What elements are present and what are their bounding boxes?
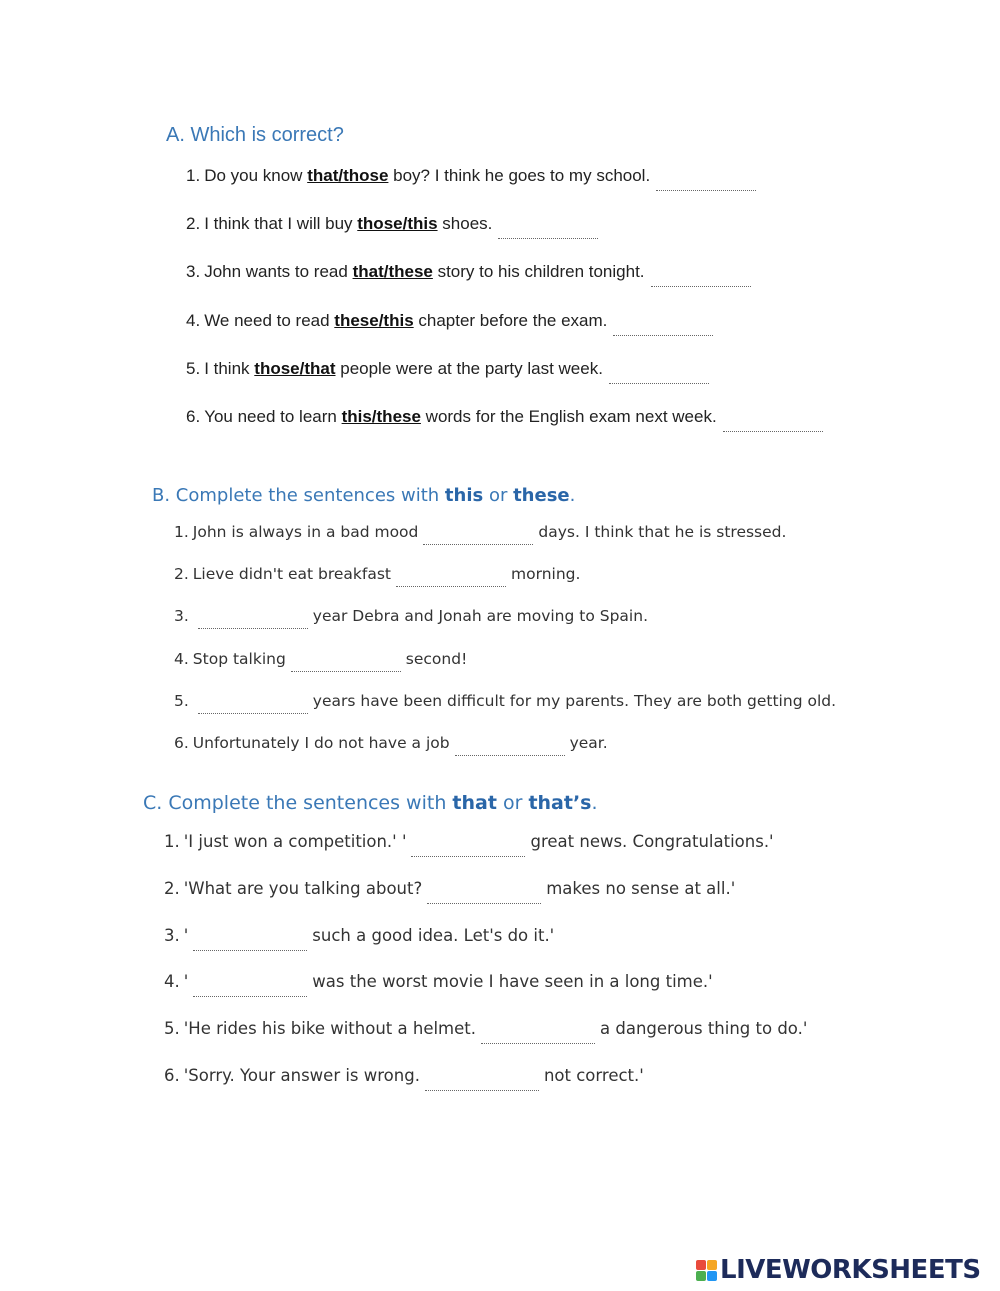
heading-keyword: that’s [528,792,592,814]
sentence-before: 'Sorry. Your answer is wrong. [183,1066,420,1085]
sentence-after: second! [405,650,468,668]
question-a5 [186,357,709,384]
sentence-after: great news. Congratulations.' [530,832,774,851]
sentence-after: chapter before the exam. [413,311,608,330]
question-c6 [164,1064,644,1091]
heading-keyword: this [444,485,484,506]
question-number: 3. [164,926,180,945]
sentence-before: 'I just won a competition.' ' [183,832,407,851]
sentence-after: story to his children tonight. [432,262,645,281]
question-b4 [174,647,467,672]
choice-options: those/this [357,214,438,233]
question-a3 [186,260,751,287]
choice-options: that/these [352,262,433,281]
heading-text: C. Complete the sentences with [143,792,453,814]
question-b1 [174,520,786,545]
question-number: 4. [174,650,189,668]
answer-blank[interactable] [481,1025,595,1044]
answer-blank[interactable] [656,172,756,191]
sentence-after: such a good idea. Let's do it.' [312,926,555,945]
question-number: 5. [164,1019,180,1038]
answer-blank[interactable] [291,653,401,672]
logo-square [707,1260,717,1270]
section-c-heading [143,792,598,814]
question-number: 2. [174,565,189,583]
sentence-after: morning. [511,565,581,583]
question-number: 6. [186,407,201,426]
choice-options: those/that [254,359,336,378]
question-number: 2. [186,214,201,233]
answer-blank[interactable] [427,885,541,904]
question-number: 4. [186,311,201,330]
sentence-before: Stop talking [192,650,286,668]
question-a1 [186,164,756,191]
choice-options: these/this [334,311,414,330]
answer-blank[interactable] [613,317,713,336]
sentence-after: year Debra and Jonah are moving to Spain. [312,607,648,625]
sentence-before: John is always in a bad mood [192,523,419,541]
question-c4 [164,970,713,997]
answer-blank[interactable] [455,737,565,756]
answer-blank[interactable] [396,568,506,587]
answer-blank[interactable] [198,610,308,629]
question-c3 [164,924,554,951]
sentence-after: not correct.' [543,1066,644,1085]
heading-text: . [591,792,598,814]
sentence-before: John wants to read [204,262,353,281]
section-b-heading [152,485,575,506]
sentence-after: people were at the party last week. [335,359,603,378]
question-number: 1. [164,832,180,851]
answer-blank[interactable] [411,838,525,857]
heading-keyword: that [452,792,497,814]
sentence-after: makes no sense at all.' [546,879,736,898]
question-number: 5. [186,359,201,378]
question-b3 [174,604,648,629]
sentence-before: Unfortunately I do not have a job [192,734,450,752]
heading-keyword: these [513,485,570,506]
question-b5 [174,689,836,714]
question-number: 4. [164,972,180,991]
logo-icon [696,1260,717,1281]
logo-square [696,1260,706,1270]
answer-blank[interactable] [423,526,533,545]
question-c5 [164,1017,807,1044]
liveworksheets-logo [696,1254,981,1286]
sentence-before: I think that I will buy [204,214,358,233]
question-number: 5. [174,692,189,710]
heading-text: . [569,485,576,506]
sentence-before: ' [183,926,189,945]
question-c2 [164,877,735,904]
sentence-after: boy? I think he goes to my school. [388,166,651,185]
answer-blank[interactable] [193,932,307,951]
sentence-after: shoes. [437,214,493,233]
sentence-before: I think [204,359,255,378]
sentence-before: Lieve didn't eat breakfast [192,565,392,583]
sentence-after: was the worst movie I have seen in a long time.' [312,972,713,991]
answer-blank[interactable] [609,365,709,384]
sentence-after: days. I think that he is stressed. [538,523,787,541]
choice-options: this/these [341,407,421,426]
question-a4 [186,309,713,336]
question-b6 [174,731,608,756]
sentence-before: 'He rides his bike without a helmet. [183,1019,476,1038]
sentence-before: You need to learn [204,407,342,426]
heading-text: or [496,792,529,814]
sentence-before: 'What are you talking about? [183,879,423,898]
sentence-after: year. [569,734,608,752]
question-number: 6. [174,734,189,752]
answer-blank[interactable] [198,695,308,714]
answer-blank[interactable] [425,1072,539,1091]
sentence-after: years have been difficult for my parents. They are both getting old. [312,692,837,710]
question-a2 [186,212,598,239]
answer-blank[interactable] [723,413,823,432]
question-b2 [174,562,580,587]
sentence-after: words for the English exam next week. [420,407,717,426]
heading-text: B. Complete the sentences with [152,485,445,506]
question-number: 3. [174,607,189,625]
question-number: 3. [186,262,201,281]
question-c1 [164,830,774,857]
sentence-before: ' [183,972,189,991]
sentence-after: a dangerous thing to do.' [600,1019,808,1038]
sentence-before: Do you know [204,166,308,185]
logo-square [707,1271,717,1281]
question-number: 1. [186,166,201,185]
logo-text: LIVEWORKSHEETS [720,1255,981,1285]
section-a-heading: A. Which is correct? [166,124,344,146]
answer-blank[interactable] [651,268,751,287]
question-number: 2. [164,879,180,898]
heading-text: or [483,485,514,506]
question-a6 [186,405,823,432]
choice-options: that/those [307,166,389,185]
logo-square [696,1271,706,1281]
answer-blank[interactable] [193,978,307,997]
question-number: 6. [164,1066,180,1085]
sentence-before: We need to read [204,311,335,330]
answer-blank[interactable] [498,220,598,239]
question-number: 1. [174,523,189,541]
